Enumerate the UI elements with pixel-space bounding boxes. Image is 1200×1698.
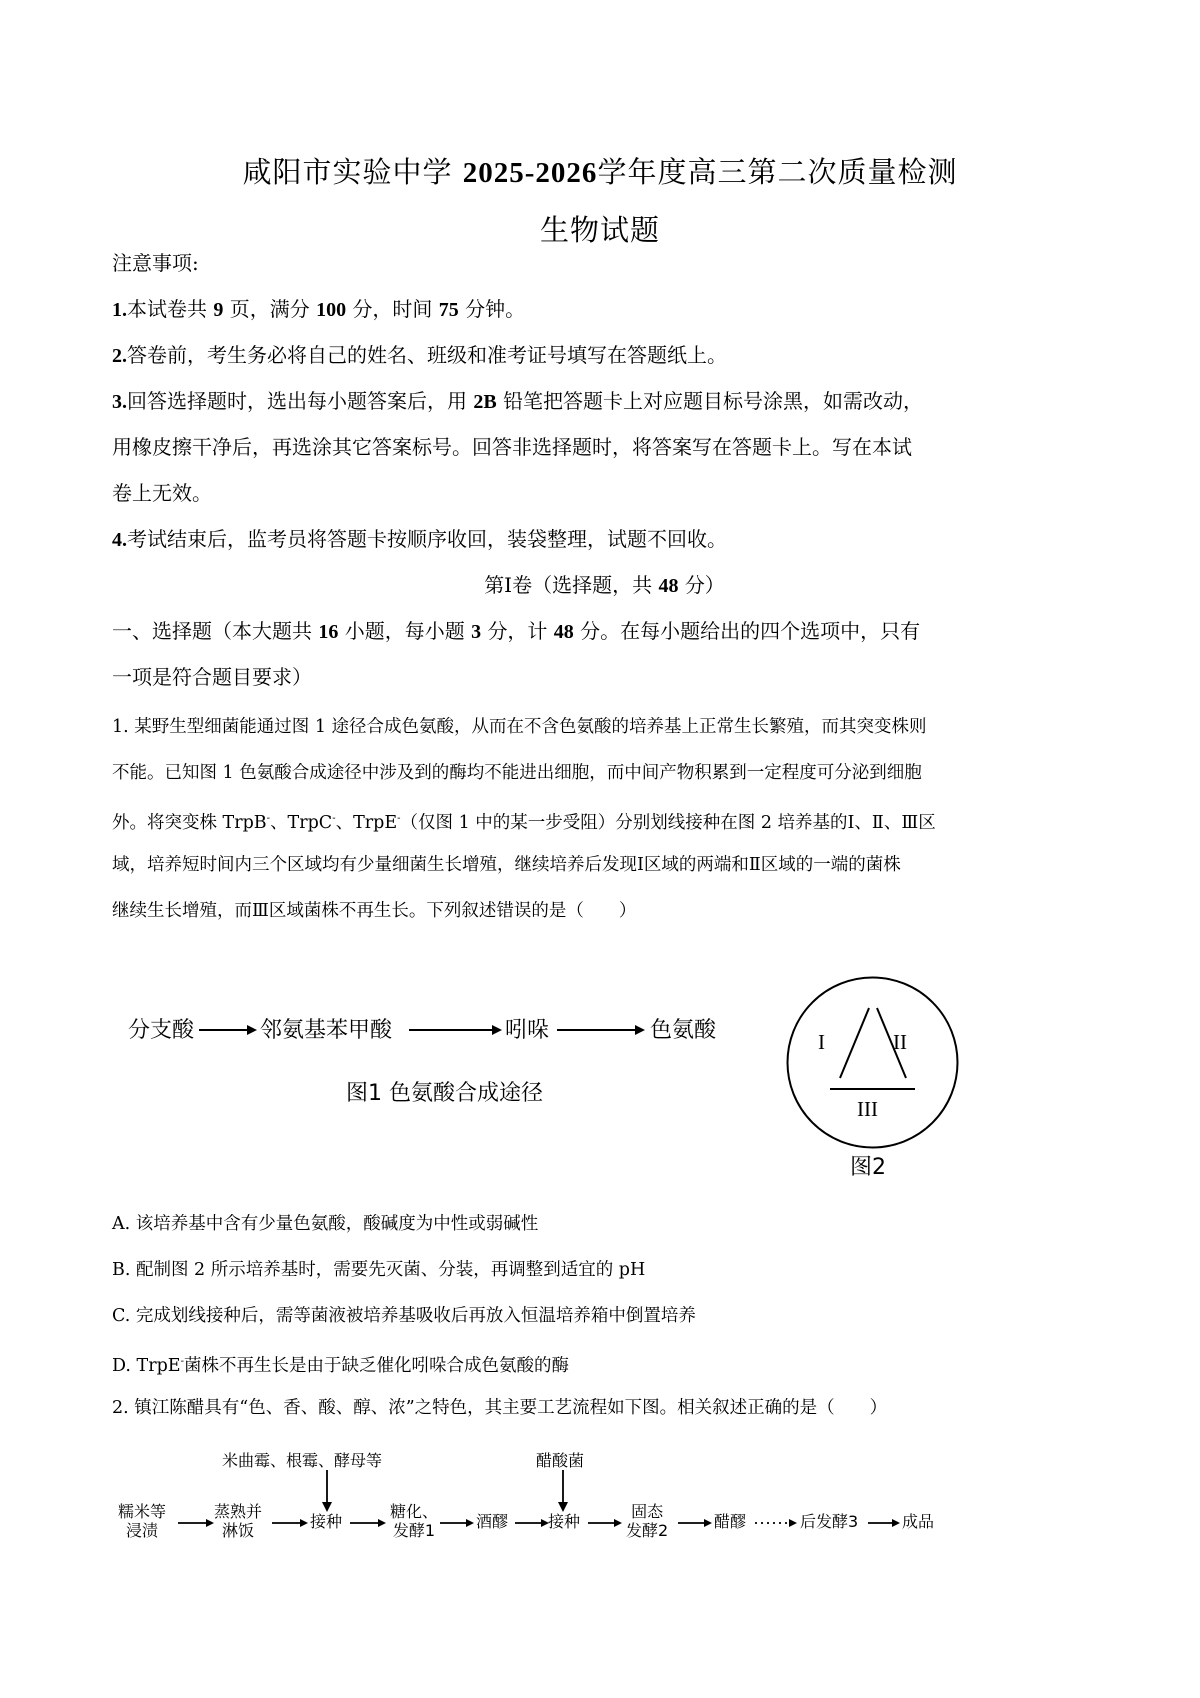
arrow-icon xyxy=(678,1517,712,1529)
arrow-icon xyxy=(350,1517,386,1529)
pathway-chorismate: 分支酸 xyxy=(128,1018,195,1043)
q1-option-b: B. 配制图 2 所示培养基时，需要先灭菌、分装，再调整到适宜的 pH xyxy=(112,1260,646,1280)
q1-option-d: D. TrpE-菌株不再生长是由于缺乏催化吲哚合成色氨酸的酶 xyxy=(112,1355,569,1376)
q1-option-a: A. 该培养基中含有少量色氨酸，酸碱度为中性或弱碱性 xyxy=(112,1214,539,1234)
flow-step-product: 成品 xyxy=(902,1512,935,1531)
pathway-indole: 吲哚 xyxy=(505,1018,550,1043)
note-3-line3: 卷上无效。 xyxy=(112,481,212,505)
flow-step-wine-mash: 酒醪 xyxy=(476,1512,509,1531)
petri-dish xyxy=(785,975,960,1150)
arrow-icon xyxy=(407,1020,502,1040)
exam-subtitle: 生物试题 xyxy=(539,213,660,247)
q1-line4: 域，培养短时间内三个区域均有少量细菌生长增殖，继续培养后发现Ⅰ区域的两端和Ⅱ区域的一端的菌株 xyxy=(112,855,901,875)
arrow-icon xyxy=(515,1517,549,1529)
arrow-icon xyxy=(440,1517,474,1529)
flow-step-steam: 蒸熟并 淋饭 xyxy=(214,1502,263,1540)
flow-step-inoculate-2: 接种 xyxy=(548,1512,581,1531)
q1-line1: 1. 某野生型细菌能通过图 1 途径合成色氨酸，从而在不含色氨酸的培养基上正常生长繁殖，而其突变株则 xyxy=(112,717,927,737)
notes-heading: 注意事项: xyxy=(112,251,199,275)
figure-1-caption: 图1 色氨酸合成途径 xyxy=(346,1081,543,1106)
title-years: 2025-2026 xyxy=(462,157,598,189)
section-intro: 一、选择题（本大题共 16 小题，每小题 3 分，计 48 分。在每小题给出的四个选项中，只有 xyxy=(112,619,921,643)
flow-step-soak: 糯米等 浸渍 xyxy=(118,1502,167,1540)
q1-line3: 外。将突变株 TrpB-、TrpC-、TrpE-（仅图 1 中的某一步受阻）分别划线接种在图 2 培养基的Ⅰ、Ⅱ、Ⅲ区 xyxy=(112,812,936,833)
q1-line2: 不能。已知图 1 色氨酸合成途径中涉及到的酶均不能进出细胞，而中间产物积累到一定程度可分泌到细胞 xyxy=(112,763,922,783)
section-title: 第Ⅰ卷（选择题，共 48 分） xyxy=(484,573,725,597)
pathway-tryptophan: 色氨酸 xyxy=(650,1018,717,1043)
flow-input-molds: 米曲霉、根霉、酵母等 xyxy=(222,1451,383,1470)
arrow-icon xyxy=(868,1517,900,1529)
q1-line5: 继续生长增殖，而Ⅲ区域菌株不再生长。下列叙述错误的是（ ） xyxy=(112,901,637,921)
region-2-label: II xyxy=(893,1030,907,1054)
exam-title xyxy=(0,150,1200,191)
figure-2-caption: 图2 xyxy=(850,1155,886,1180)
flow-step-inoculate-1: 接种 xyxy=(310,1512,343,1531)
title-exam: 学年度高三第二次质量检测 xyxy=(597,155,958,189)
arrow-icon xyxy=(197,1020,257,1040)
region-1-label: I xyxy=(818,1030,825,1054)
q1-option-c: C. 完成划线接种后，需等菌液被培养基吸收后再放入恒温培养箱中倒置培养 xyxy=(112,1306,696,1326)
note-1: 1.本试卷共 9 页，满分 100 分，时间 75 分钟。 xyxy=(112,297,526,321)
note-3-line2: 用橡皮擦干净后，再选涂其它答案标号。回答非选择题时，将答案写在答题卡上。写在本试 xyxy=(112,435,912,459)
flow-step-solid-ferment: 固态 发酵2 xyxy=(626,1502,669,1540)
section-intro-line2: 一项是符合题目要求） xyxy=(112,665,312,689)
arrow-icon xyxy=(272,1517,308,1529)
arrow-icon xyxy=(588,1517,622,1529)
flow-step-saccharify: 糖化、 发酵1 xyxy=(390,1502,439,1540)
note-4: 4.考试结束后，监考员将答题卡按顺序收回，装袋整理，试题不回收。 xyxy=(112,527,727,551)
region-3-label: III xyxy=(857,1097,878,1121)
title-school: 咸阳市实验中学 xyxy=(242,155,453,189)
pathway-anthranilate: 邻氨基苯甲酸 xyxy=(260,1018,393,1043)
note-2: 2.答卷前，考生务必将自己的姓名、班级和准考证号填写在答题纸上。 xyxy=(112,343,727,367)
arrow-down-icon xyxy=(556,1470,570,1512)
arrow-icon xyxy=(555,1020,645,1040)
flow-step-post-ferment: 后发酵3 xyxy=(800,1512,859,1531)
arrow-icon xyxy=(178,1517,214,1529)
arrow-down-icon xyxy=(320,1470,334,1512)
flow-step-vinegar-mash: 醋醪 xyxy=(714,1512,747,1531)
flow-input-acetobacter: 醋酸菌 xyxy=(536,1451,585,1470)
dotted-arrow-icon xyxy=(755,1517,797,1529)
q2-stem: 2. 镇江陈醋具有“色、香、酸、醇、浓”之特色，其主要工艺流程如下图。相关叙述正确的是（ ） xyxy=(112,1398,888,1418)
note-3: 3.回答选择题时，选出每小题答案后，用 2B 铅笔把答题卡上对应题目标号涂黑，如需改动， xyxy=(112,389,924,413)
